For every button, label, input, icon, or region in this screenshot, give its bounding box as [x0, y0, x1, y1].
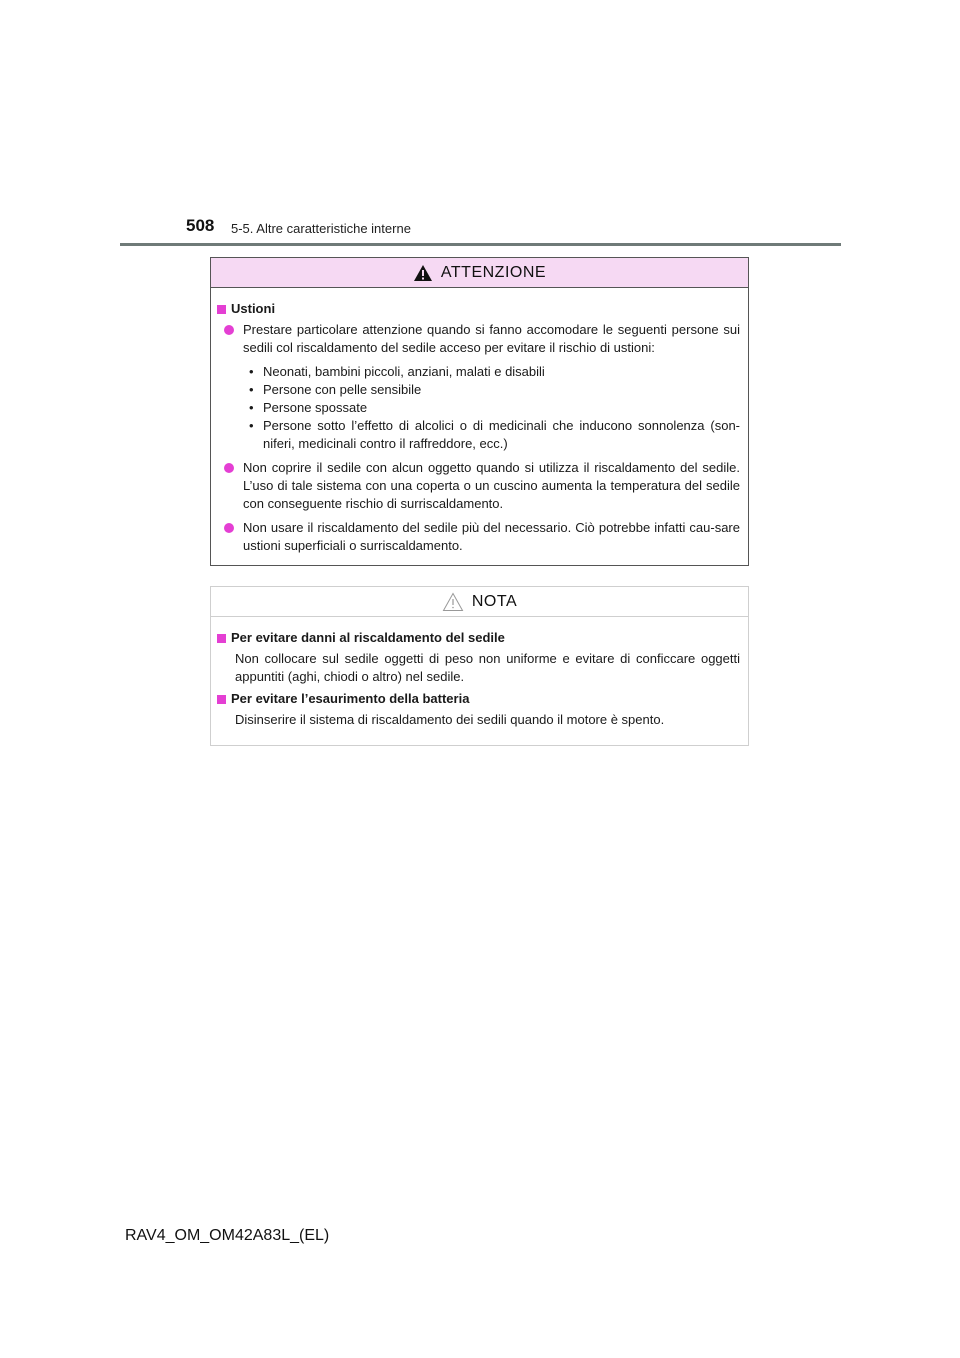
dot-bullet-icon: •	[249, 400, 254, 415]
nota-title: NOTA	[471, 592, 518, 610]
list-item	[217, 321, 740, 357]
nota-heading-text: Per evitare l’esaurimento della batteria	[231, 691, 470, 706]
sub-list	[217, 363, 740, 453]
bullet-text: Non coprire il sedile con alcun oggetto quando si utilizza il riscaldamento del sedile. L’uso di tale sistema con una coperta o un cuscino aumenta la temperatura del sedile con conseguente rischio di surriscaldamento.	[243, 460, 740, 511]
attenzione-box	[210, 257, 749, 566]
sub-list-item	[249, 417, 740, 453]
square-bullet-icon	[217, 305, 226, 314]
circle-bullet-icon	[224, 325, 234, 335]
square-bullet-icon	[217, 695, 226, 704]
square-bullet-icon	[217, 634, 226, 643]
attenzione-header	[211, 258, 748, 288]
warning-triangle-icon	[413, 264, 433, 282]
sub-list-item	[249, 363, 740, 381]
footer-code: RAV4_OM_OM42A83L_(EL)	[125, 1227, 330, 1244]
dot-bullet-icon: •	[249, 382, 254, 397]
sub-list-text: Persone sotto l’effetto di alcolici o di medicinali che inducono sonnolenza (son-niferi, medicinali contro il raffreddore, ecc.)	[263, 418, 740, 451]
header-rule	[120, 243, 841, 246]
bullet-text: Prestare particolare attenzione quando si fanno accomodare le seguenti persone sui sedili col riscaldamento del sedile acceso per evitare il rischio di ustioni:	[243, 322, 740, 355]
list-item	[217, 459, 740, 513]
nota-header	[211, 587, 748, 617]
page-number: 508	[186, 216, 215, 235]
nota-box	[210, 586, 749, 746]
ustioni-heading	[217, 300, 740, 318]
dot-bullet-icon: •	[249, 418, 254, 433]
nota-paragraph: Disinserire il sistema di riscaldamento dei sedili quando il motore è spento.	[235, 712, 665, 727]
list-item	[217, 519, 740, 555]
nota-paragraph: Non collocare sul sedile oggetti di peso non uniforme e evitare di conficcare oggetti appuntiti (aghi, chiodi o altro) nel sedile.	[235, 651, 740, 684]
section-title: 5-5. Altre caratteristiche interne	[231, 221, 411, 236]
circle-bullet-icon	[224, 463, 234, 473]
bullet-text: Non usare il riscaldamento del sedile più del necessario. Ciò potrebbe infatti cau-sare ustioni superficiali o surriscaldamento.	[243, 520, 740, 553]
nota-heading-text: Per evitare danni al riscaldamento del sedile	[231, 630, 505, 645]
attenzione-body	[211, 288, 748, 555]
ustioni-heading-text: Ustioni	[231, 301, 276, 316]
sub-list-text: Persone con pelle sensibile	[263, 382, 422, 397]
sub-list-text: Persone spossate	[263, 400, 368, 415]
sub-list-item	[249, 399, 740, 417]
nota-heading-1	[217, 629, 740, 647]
caution-triangle-outline-icon	[442, 592, 464, 612]
sub-list-text: Neonati, bambini piccoli, anziani, malati e disabili	[263, 364, 545, 379]
sub-list-item	[249, 381, 740, 399]
nota-heading-2	[217, 690, 740, 708]
attenzione-title: ATTENZIONE	[440, 263, 547, 281]
circle-bullet-icon	[224, 523, 234, 533]
dot-bullet-icon: •	[249, 364, 254, 379]
nota-body	[211, 617, 748, 729]
